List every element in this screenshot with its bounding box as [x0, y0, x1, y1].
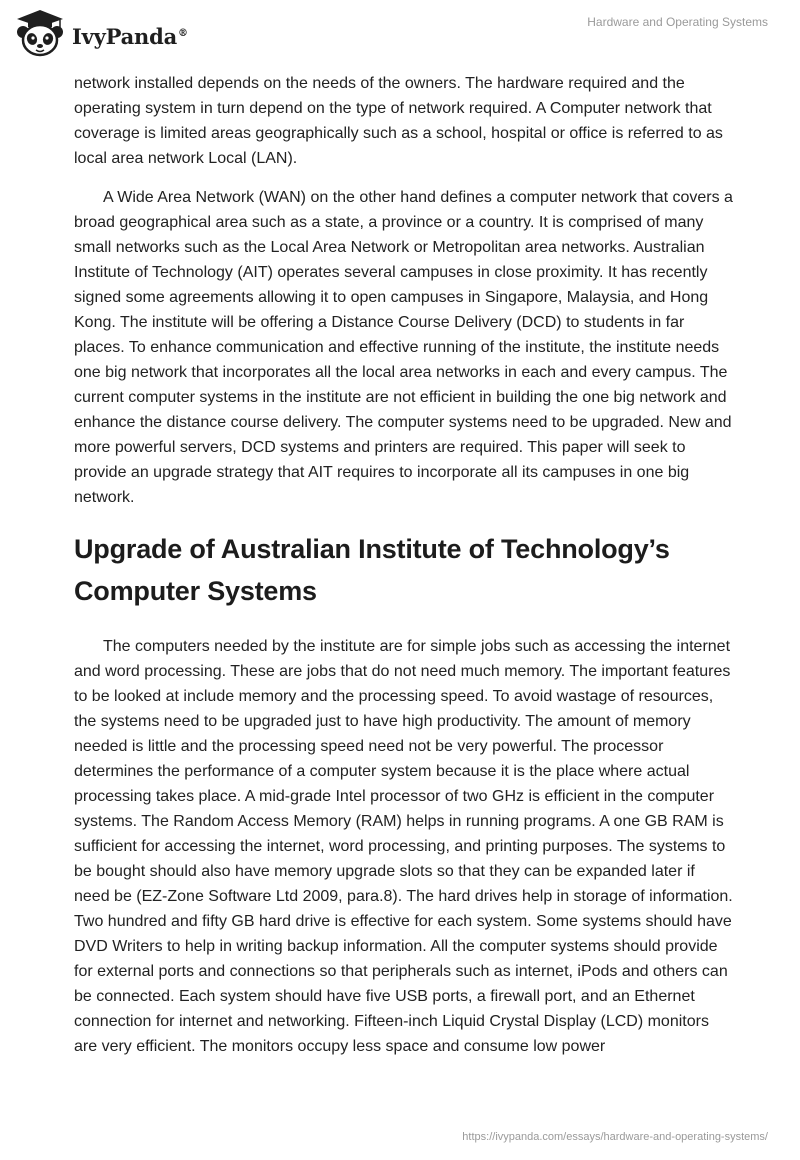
paragraph-continuation: network installed depends on the needs of the owners. The hardware required and the operating system in turn depend on the type of network required. A Computer network that coverage is limited areas geographically such as a school, hospital or office is referred to as local area network Local (LAN). [74, 75, 723, 167]
document-title: Hardware and Operating Systems [587, 15, 768, 29]
page-header [0, 0, 800, 70]
section-heading: Upgrade of Australian Institute of Technology’s Computer Systems [74, 534, 670, 606]
essay-content [74, 71, 734, 1059]
registered-mark: ® [178, 27, 188, 39]
panda-graduate-icon [14, 8, 66, 58]
brand-name [72, 24, 188, 49]
brand-text: IvyPanda [72, 23, 178, 49]
paragraph-wan: A Wide Area Network (WAN) on the other hand defines a computer network that covers a broad geographical area such as a state, a province or a country. It is comprised of many small networks such as the Local Area Network or Metropolitan area networks. Australian Institute of Technology (AIT) operates several campuses in close proximity. It has recently signed some agreements allowing it to open campuses in Singapore, Malaysia, and Hong Kong. The institute will be offering a Distance Course Delivery (DCD) to students in far places. To enhance communication and effective running of the institute, the institute needs one big network that incorporates all the local area networks in each and every campus. The current computer systems in the institute are not efficient in building the one big network and enhance the distance course delivery. The computer systems need to be upgraded. New and more powerful servers, DCD systems and printers are required. This paper will seek to provide an upgrade strategy that AIT requires to incorporate all its campuses in one big network. [74, 189, 733, 506]
ivypanda-logo[interactable] [14, 8, 188, 58]
source-url[interactable]: https://ivypanda.com/essays/hardware-and-operating-systems/ [462, 1131, 768, 1143]
paragraph-upgrade: The computers needed by the institute are for simple jobs such as accessing the internet and word processing. These are jobs that do not need much memory. The important features to be looked at include memory and the processing speed. To avoid wastage of resources, the systems need to be upgraded just to have high productivity. The amount of memory needed is little and the processing speed need not be very powerful. The processor determines the performance of a computer system because it is the place where actual processing takes place. A mid-grade Intel processor of two GHz is efficient in the computer systems. The Random Access Memory (RAM) helps in running programs. A one GB RAM is sufficient for accessing the internet, word processing, and printing purposes. The systems to be bought should also have memory upgrade slots so that they can be expanded later if need be (EZ-Zone Software Ltd 2009, para.8). The hard drives help in storage of information. Two hundred and fifty GB hard drive is effective for each system. Some systems should have DVD Writers to help in writing backup information. All the computer systems should provide for external ports and connections so that peripherals such as internet, iPods and others can be connected. Each system should have five USB ports, a firewall port, and an Ethernet connection for internet and networking. Fifteen-inch Liquid Crystal Display (LCD) monitors are very efficient. The monitors occupy less space and consume low power [74, 638, 733, 1055]
